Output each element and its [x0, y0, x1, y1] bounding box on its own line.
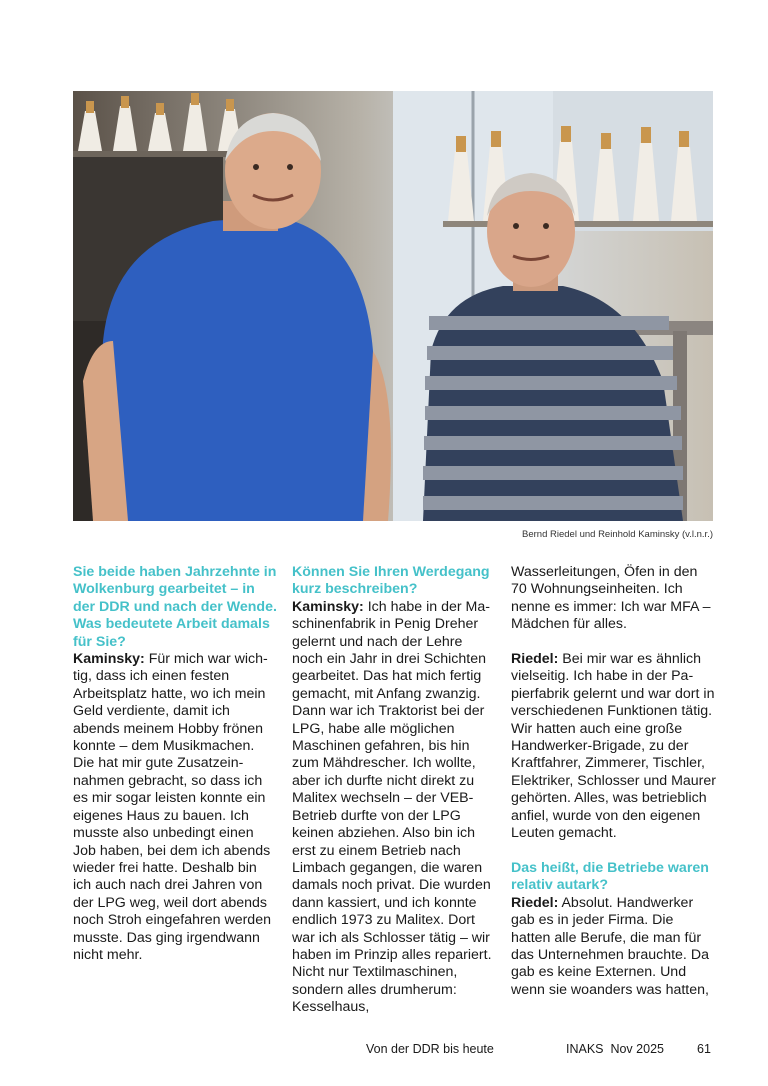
column-1 — [73, 564, 278, 964]
answer-text: Für mich war wichtig, dass ich einen festen Arbeitsplatz hatte, wo ich mein Geld verdiente, damit ich abends meinem Hobby frönen konnte – dem Musikmachen. Die hat mir gute Zusatzeinnahmen gebracht, so dass ich es mir sogar leisten konnte ein eigenes Haus zu bauen. Ich musste also unbedingt einen Job haben, bei dem ich abends wieder frei hatte. Deshalb bin ich auch nach drei Jahren von der LPG weg, weil dort abends noch Stroh eingefahren werden musste. Das ging irgendwann nicht mehr. — [73, 651, 271, 963]
interview-answer — [511, 651, 716, 842]
interview-question: Sie beide haben Jahrzehnte in Wolkenburg gearbeitet – in der DDR und nach der Wende. Was bedeutete Arbeit damals für Sie? — [73, 564, 277, 650]
answer-text: Bei mir war es ähnlich vielseitig. Ich habe in der Papierfabrik gelernt und war dort in verschiedenen Funktionen tätig. Wir hatten auch eine große Handwerker-Brigade, zu der Kraftfahrer, Zimmerer, Tischler, Elektriker, Schlosser und Maurer gehörten. Alles, was betrieblich anfiel, wurde von den eigenen Leuten gemacht. — [511, 651, 717, 842]
column-2 — [292, 564, 497, 1017]
speaker-label: Riedel: — [511, 651, 559, 668]
column-3 — [511, 564, 716, 999]
answer-text: Absolut. Handwerker gab es in jeder Firma. Die hatten alle Berufe, die man für das Unternehmen brauchte. Da gab es keine Externen. Und wenn sie woanders was hatten, — [511, 894, 709, 998]
speaker-label: Riedel: — [511, 894, 559, 911]
portrait-photo-icon — [73, 91, 713, 521]
answer-continuation: Wasserleitungen, Öfen in den 70 Wohnungseinheiten. Ich nenne es immer: Ich war MFA – Mädchen für alles. — [511, 564, 711, 633]
interview-answer — [73, 651, 278, 964]
photo-caption: Bernd Riedel und Reinhold Kaminsky (v.l.n.r.) — [522, 529, 713, 540]
interview-question: Das heißt, die Betriebe waren relativ autark? — [511, 859, 709, 894]
interview-answer — [511, 895, 716, 999]
interview-answer — [292, 599, 497, 1017]
page-number: 61 — [697, 1042, 711, 1056]
answer-text: Ich habe in der Maschinenfabrik in Penig Dreher gelernt und nach der Lehre noch ein Jahr in drei Schichten gearbeitet. Das hat mich fertig gemacht, mit Anfang zwanzig. Dann war ich Traktorist bei der LPG, habe alle möglichen Maschinen gefahren, bis hin zum Mähdrescher. Ich wollte, aber ich durfte nicht direkt zu Malitex wechseln – der VEB-Betrieb durfte von der LPG keinen abziehen. Also bin ich erst zu einem Betrieb nach Limbach gegangen, die waren damals noch privat. Die wurden dann kassiert, und ich konnte endlich 1973 zu Malitex. Dort war ich als Schlosser tätig – wir haben im Prinzip alles repariert. Nicht nur Textilmaschinen, sondern alles drumherum: Kesselhaus, — [292, 598, 492, 1016]
footer-magazine: INAKS Nov 2025 — [566, 1042, 664, 1056]
interview-photo — [73, 91, 713, 521]
footer-section-title: Von der DDR bis heute — [366, 1042, 494, 1056]
speaker-label: Kaminsky: — [292, 598, 364, 615]
speaker-label: Kaminsky: — [73, 651, 145, 668]
interview-question: Können Sie Ihren Werdegang kurz beschreiben? — [292, 564, 490, 598]
